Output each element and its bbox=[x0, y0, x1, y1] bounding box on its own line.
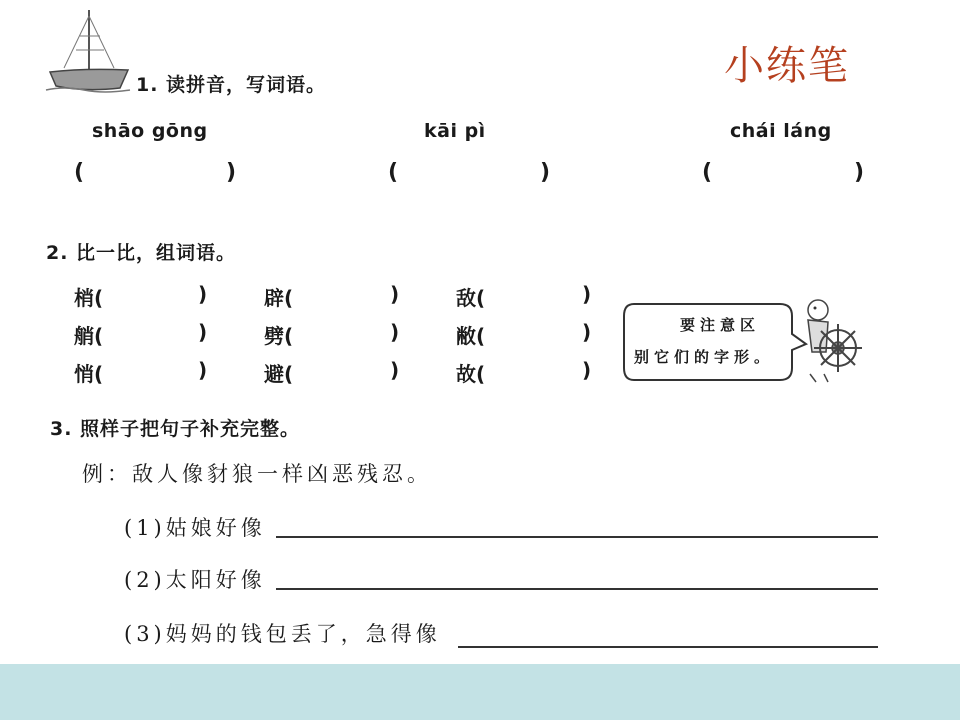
q3-title: 3. 照样子把句子补充完整。 bbox=[50, 418, 301, 440]
q2-paren-2-3: ) bbox=[582, 320, 592, 344]
q1-paren-close-2: ) bbox=[540, 160, 551, 185]
q1-pinyin-1: shāo gōng bbox=[92, 120, 208, 142]
q3-answer-line-3[interactable] bbox=[458, 646, 878, 648]
boat-icon bbox=[44, 6, 134, 96]
q2-word-2-3: 敝( bbox=[456, 324, 486, 348]
q1-title: 1. 读拼音，写词语。 bbox=[136, 74, 327, 96]
q1-paren-open-2: ( bbox=[388, 160, 399, 185]
boy-wheel-icon bbox=[796, 296, 868, 384]
q2-word-1-3: 敌( bbox=[456, 286, 486, 310]
q2-word-3-3: 故( bbox=[456, 362, 486, 386]
q2-paren-1-2: ) bbox=[390, 282, 400, 306]
q2-word-3-2: 避( bbox=[264, 362, 294, 386]
q1-pinyin-3: chái láng bbox=[730, 120, 832, 142]
q2-paren-1-3: ) bbox=[582, 282, 592, 306]
q2-paren-3-2: ) bbox=[390, 358, 400, 382]
footer-band bbox=[0, 664, 960, 720]
q2-paren-2-1: ) bbox=[198, 320, 208, 344]
q2-word-3-1: 悄( bbox=[74, 362, 104, 386]
q2-paren-2-2: ) bbox=[390, 320, 400, 344]
q2-title: 2. 比一比，组词语。 bbox=[46, 242, 237, 264]
q1-pinyin-2: kāi pì bbox=[424, 120, 486, 142]
q2-paren-3-3: ) bbox=[582, 358, 592, 382]
q3-example: 例：敌人像豺狼一样凶恶残忍。 bbox=[82, 462, 432, 486]
page-heading: 小练笔 bbox=[724, 43, 850, 89]
q2-word-1-2: 辟( bbox=[264, 286, 294, 310]
q1-paren-open-3: ( bbox=[702, 160, 713, 185]
bubble-line-1: 要注意区 bbox=[680, 316, 761, 334]
q3-item-2: (2)太阳好像 bbox=[124, 568, 266, 592]
q1-paren-close-3: ) bbox=[854, 160, 865, 185]
q2-word-2-2: 劈( bbox=[264, 324, 294, 348]
q2-word-2-1: 艄( bbox=[74, 324, 104, 348]
speech-bubble bbox=[620, 300, 810, 384]
q1-paren-open-1: ( bbox=[74, 160, 85, 185]
q3-answer-line-2[interactable] bbox=[276, 588, 878, 590]
q2-word-1-1: 梢( bbox=[74, 286, 104, 310]
q3-item-3: (3)妈妈的钱包丢了，急得像 bbox=[124, 622, 441, 646]
q3-item-1: (1)姑娘好像 bbox=[124, 516, 266, 540]
bubble-line-2: 别它们的字形。 bbox=[634, 348, 775, 366]
q2-paren-1-1: ) bbox=[198, 282, 208, 306]
q3-answer-line-1[interactable] bbox=[276, 536, 878, 538]
q2-paren-3-1: ) bbox=[198, 358, 208, 382]
q1-paren-close-1: ) bbox=[226, 160, 237, 185]
